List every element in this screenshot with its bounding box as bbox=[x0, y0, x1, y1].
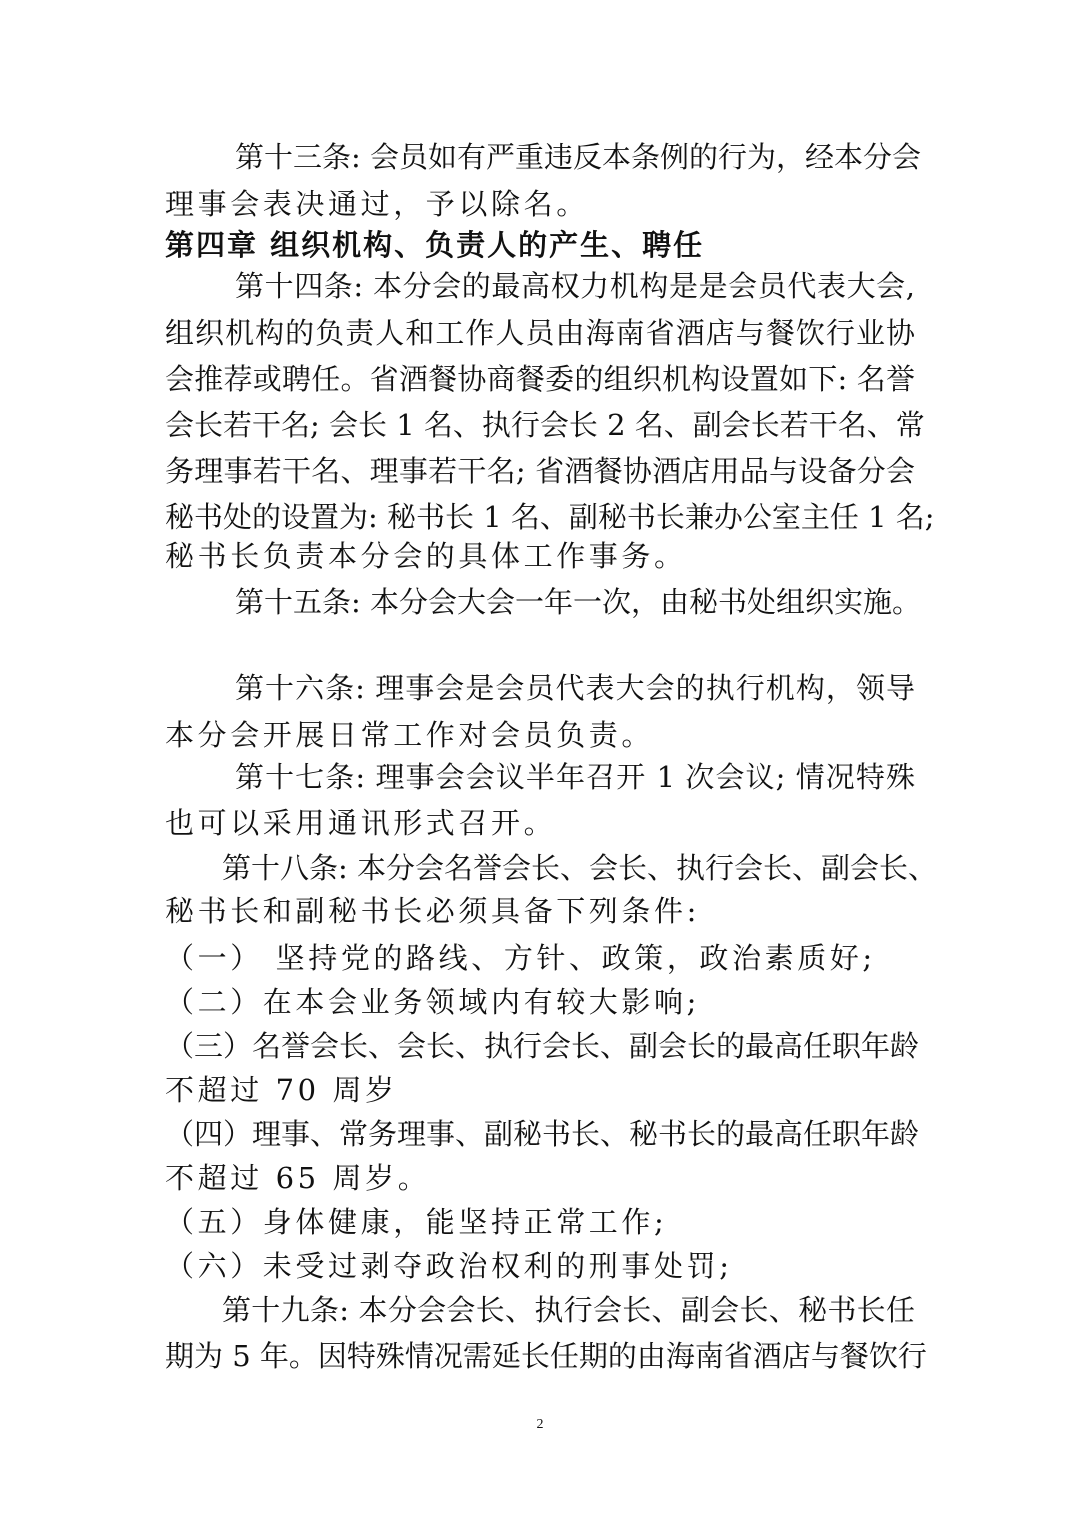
article-14-line-4: 会长若干名; 会长 1 名、执行会长 2 名、副会长若干名、常 bbox=[165, 408, 925, 442]
condition-3-line-2: 不超过 70 周岁 bbox=[165, 1073, 398, 1107]
article-18-line-2: 秘书长和副秘书长必须具备下列条件: bbox=[165, 894, 700, 928]
article-15-line-1: 第十五条: 本分会大会一年一次，由秘书处组织实施。 bbox=[235, 585, 921, 619]
chapter-4-heading: 第四章 组织机构、负责人的产生、聘任 bbox=[165, 228, 705, 262]
article-17-line-1: 第十七条: 理事会会议半年召开 1 次会议; 情况特殊 bbox=[235, 760, 915, 794]
article-14-line-3: 会推荐或聘任。省酒餐协商餐委的组织机构设置如下: 名誉 bbox=[165, 362, 915, 396]
condition-4-line-2: 不超过 65 周岁。 bbox=[165, 1161, 431, 1195]
article-16-line-2: 本分会开展日常工作对会员负责。 bbox=[165, 718, 655, 752]
article-19-line-2: 期为 5 年。因特殊情况需延长任期的由海南省酒店与餐饮行 bbox=[165, 1339, 927, 1373]
condition-1: （一） 坚持党的路线、方针、政策，政治素质好; bbox=[165, 941, 876, 975]
condition-4-line-1: （四）理事、常务理事、副秘书长、秘书长的最高任职年龄 bbox=[165, 1117, 920, 1151]
condition-6: （六）未受过剥夺政治权利的刑事处罚; bbox=[165, 1249, 733, 1283]
article-13-line-1: 第十三条: 会员如有严重违反本条例的行为，经本分会 bbox=[235, 140, 921, 174]
article-14-line-7: 秘书长负责本分会的具体工作事务。 bbox=[165, 539, 687, 573]
article-14-line-1: 第十四条: 本分会的最高权力机构是是会员代表大会, bbox=[235, 269, 915, 303]
article-14-line-6: 秘书处的设置为: 秘书长 1 名、副秘书长兼办公室主任 1 名; bbox=[165, 500, 935, 534]
article-19-line-1: 第十九条: 本分会会长、执行会长、副会长、秘书长任 bbox=[222, 1293, 915, 1327]
condition-5: （五）身体健康，能坚持正常工作; bbox=[165, 1205, 668, 1239]
condition-2: （二）在本会业务领域内有较大影响; bbox=[165, 985, 700, 1019]
article-18-line-1: 第十八条: 本分会名誉会长、会长、执行会长、副会长、 bbox=[222, 851, 937, 885]
article-14-line-2: 组织机构的负责人和工作人员由海南省酒店与餐饮行业协 bbox=[165, 316, 915, 350]
article-13-line-2: 理事会表决通过，予以除名。 bbox=[165, 187, 589, 221]
article-14-line-5: 务理事若干名、理事若干名; 省酒餐协酒店用品与设备分会 bbox=[165, 454, 915, 488]
article-17-line-2: 也可以采用通讯形式召开。 bbox=[165, 806, 557, 840]
page-number: 2 bbox=[536, 1417, 544, 1432]
condition-3-line-1: （三）名誉会长、会长、执行会长、副会长的最高任职年龄 bbox=[165, 1029, 920, 1063]
article-16-line-1: 第十六条: 理事会是会员代表大会的执行机构，领导 bbox=[235, 671, 915, 705]
